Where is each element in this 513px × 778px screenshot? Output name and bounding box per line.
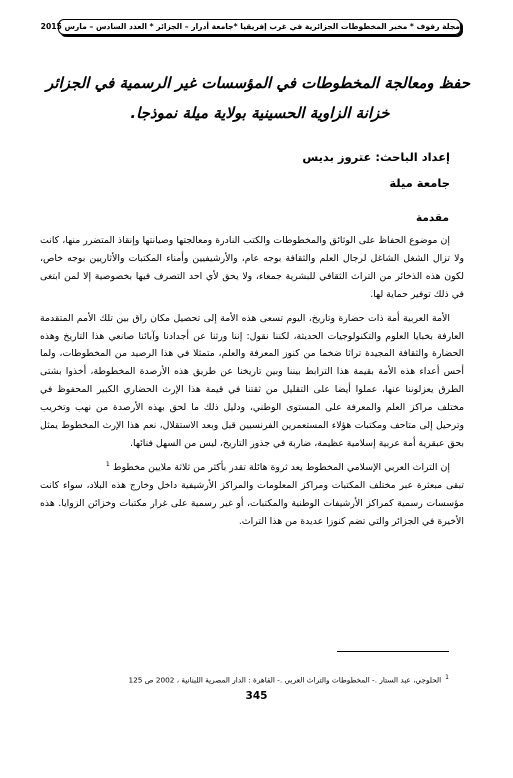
- page-number: 345: [245, 690, 268, 702]
- journal-header-text: مجلة رفوف * مخبر المخطوطات الجزائرية في غرب إفريقيا *جامعة أدرار – الجزائر * العدد السادس – مارس 2015: [40, 22, 460, 31]
- footnote-number: 1: [445, 674, 449, 681]
- footnote-text: الحلوجي، عبد الستار .- المخطوطات والتراث العربي .- القاهرة : الدار المصرية اللبنانية ، 2002 ص 125: [128, 675, 442, 685]
- author-affiliation: جامعة ميلة: [389, 176, 450, 190]
- paragraph: الأمة العربية أمة ذات حضارة وتاريخ، اليوم تسعى هذه الأمة إلى تحصيل مكان راق بين تلك الأمم المتقدمة العارفة بخبايا العلوم والتكنولوجيات الحديثة، لكننا نقول: إننا ورثنا عن أجدادنا وآبائنا صانعي هذا التاريخ وهذه الحضارة والثقافة المجيدة تراثا ضخما من كنوز المعرفة والعلم، متمثلا في هذا الرصيد من المخطوطات، ولما أحس أعداء هذه الأمة بقيمة هذا الترابط بيننا وبين تاريخنا عن طريق هذه الأرصدة المخطوطة، أخذوا بشتى الطرق يعزلوننا عنها، عملوا أيضا على التقليل من ثقتنا في قيمة هذا الإرث الحضاري الكبير المحفوظ في مختلف مراكز العلم والمعرفة على المستوى الوطني، ودليل ذلك ما لحق بهذه الأرصدة من نهب وتخريب وترحيل إلى متاحف ومكتبات هؤلاء المستعمرين الفرنسيين قبل وبعد الاستقلال، نعم هذا الإرث المخطوط يمثل بحق عبقرية أمة عربية إسلامية عظيمة، ضاربة في جذور التاريخ، ليس من السهل فنائها.: [40, 312, 464, 449]
- paragraph: [40, 459, 464, 477]
- footnote-reference[interactable]: 1: [105, 459, 110, 468]
- footnote-separator: [337, 651, 449, 652]
- paragraph-text: إن التراث العربي الإسلامي المخطوط يعد ثروة هائلة تقدر بأكثر من ثلاثة ملايين مخطوط: [112, 461, 450, 473]
- author-name: إعداد الباحث: عتروز بديس: [302, 150, 450, 164]
- article-title-line-1: حفظ ومعالجة المخطوطات في المؤسسات غير الرسمية في الجزائر: [46, 74, 470, 92]
- paragraph: تبقى مبعثرة عبر مختلف المكتبات ومراكز المعلومات والمراكز الأرشيفية داخل وخارج هذه البلاد، سواء كانت مؤسسات رسمية كمراكز الأرشيفات الوطنية والمكتبات، أو غير رسمية على غرار مكتبات وخزائن الزوايا. هذه الأخيرة في الجزائر والتي تضم كنوزا عديدة من هذا التراث.: [40, 479, 464, 527]
- journal-header: [40, 19, 461, 35]
- section-heading: مقدمة: [416, 212, 449, 224]
- footnote: [128, 674, 449, 684]
- paragraph: إن موضوع الحفاظ على الوثائق والمخطوطات والكتب النادرة ومعالجتها وصيانتها وإنقاذ المتضرر منها، كانت ولا تزال الشغل الشاغل لرجال العلم والثقافة بوجه عام، والأرشيفيين وأمناء المكتبات والأثاريين بوجه خاص، لكون هذه الذخائر من التراث الثقافي للبشرية جمعاء، ولا يحق لأي احد التصرف فيها بخصوصية إلا لمن ابتغى في ذلك توفير حماية لها.: [40, 235, 464, 300]
- article-body: [40, 232, 464, 537]
- article-title-line-2: خزانة الزاوية الحسينية بولاية ميلة نموذجا.: [130, 104, 390, 122]
